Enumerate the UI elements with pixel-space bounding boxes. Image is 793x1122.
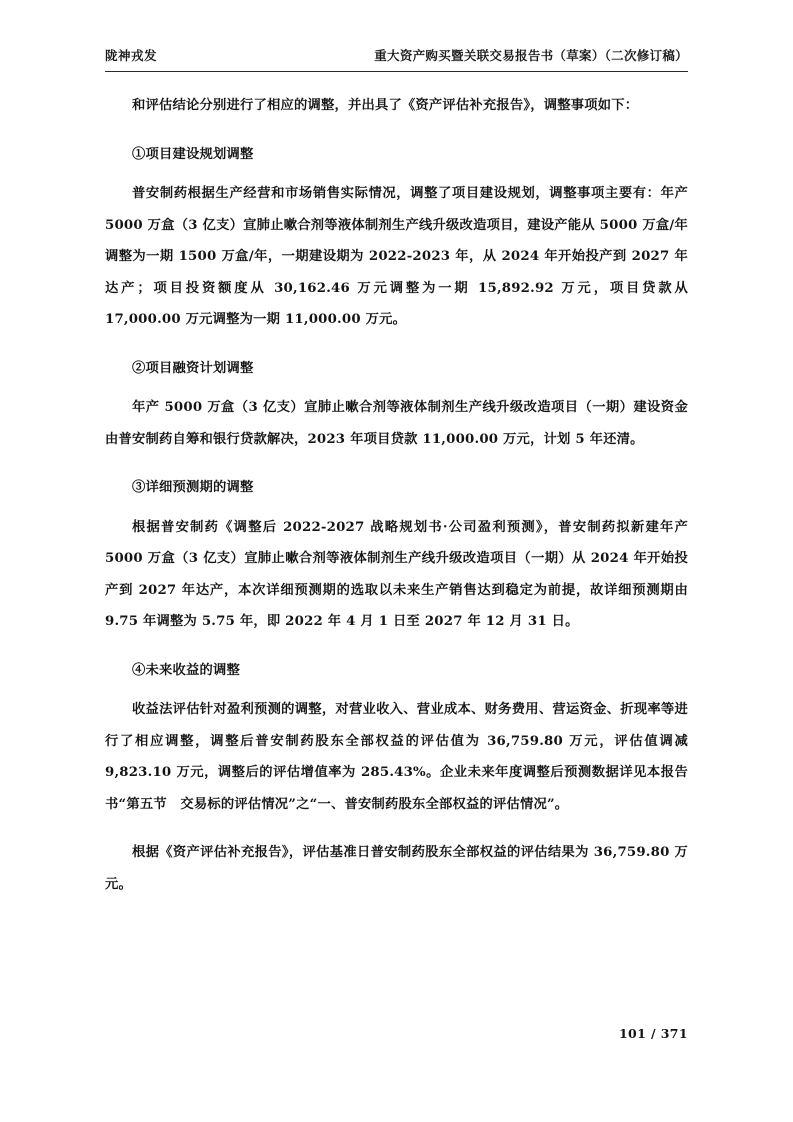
spacer bbox=[105, 336, 688, 353]
paragraph-forecast-period: 根据普安制药《调整后 2022-2027 战略规划书·公司盈利预测》，普安制药拟新建年产 5000 万盒（3 亿支）宣肺止嗽合剂等液体制剂生产线升级改造项目（一期）从 2024 年开始投产到 2027 年达产，本次详细预测期的选取以未来生产销售达到稳定为前提，故详细预测期由 9.75 年调整为 5.75 年，即 2022 年 4 月 1 日至 2027 年 12 月 31 日。 bbox=[105, 519, 688, 629]
paragraph-future-earnings: 收益法评估针对盈利预测的调整，对营业收入、营业成本、财务费用、营运资金、折现率等进行了相应调整，调整后普安制药股东全部权益的评估值为 36,759.80 万元，评估值调减 9,823.10 万元，调整后的评估增值率为 285.43%。企业未来年度调整后预测数据详见本报告书“第五节 交易标的评估情况”之“一、普安制药股东全部权益的评估情况”。 bbox=[105, 702, 688, 812]
header-company-name: 陇神戎发 bbox=[105, 48, 158, 63]
document-body bbox=[105, 90, 688, 900]
paragraph-project-construction-plan: 普安制药根据生产经营和市场销售实际情况，调整了项目建设规划，调整事项主要有：年产 5000 万盒（3 亿支）宣肺止嗽合剂等液体制剂生产线升级改造项目，建设产能从 5000 万盒/年调整为一期 1500 万盒/年，一期建设期为 2022-2023 年，从 2024 年开始投产到 2027 年达产；项目投资额度从 30,162.46 万元调整为一期 15,892.92 万元，项目贷款从 17,000.00 万元调整为一期 11,000.00 万元。 bbox=[105, 186, 688, 327]
spacer bbox=[105, 504, 688, 512]
paragraph-financing-plan: 年产 5000 万盒（3 亿支）宣肺止嗽合剂等液体制剂生产线升级改造项目（一期）建设资金由普安制药自筹和银行贷款解决，2023 年项目贷款 11,000.00 万元，计划 5 年还清。 bbox=[105, 400, 688, 447]
page-number: 101 / 371 bbox=[618, 1026, 688, 1041]
spacer bbox=[105, 686, 688, 694]
heading-forecast-period: ③详细预测期的调整 bbox=[132, 480, 254, 495]
spacer bbox=[105, 122, 688, 139]
page-header bbox=[105, 46, 688, 64]
heading-project-construction-plan: ①项目建设规划调整 bbox=[132, 146, 254, 162]
paragraph-intro: 和评估结论分别进行了相应的调整，并出具了《资产评估补充报告》，调整事项如下： bbox=[132, 98, 639, 113]
header-divider bbox=[105, 71, 688, 72]
heading-future-earnings: ④未来收益的调整 bbox=[132, 662, 240, 678]
spacer bbox=[105, 820, 688, 837]
paragraph-supplementary-report-conclusion: 根据《资产评估补充报告》，评估基准日普安制药股东全部权益的评估结果为 36,759.80 万元。 bbox=[105, 845, 688, 892]
spacer bbox=[105, 384, 688, 392]
spacer bbox=[105, 638, 688, 655]
spacer bbox=[105, 455, 688, 472]
header-document-title: 重大资产购买暨关联交易报告书（草案）（二次修订稿） bbox=[374, 48, 688, 63]
spacer bbox=[105, 170, 688, 178]
heading-financing-plan: ②项目融资计划调整 bbox=[132, 360, 254, 376]
